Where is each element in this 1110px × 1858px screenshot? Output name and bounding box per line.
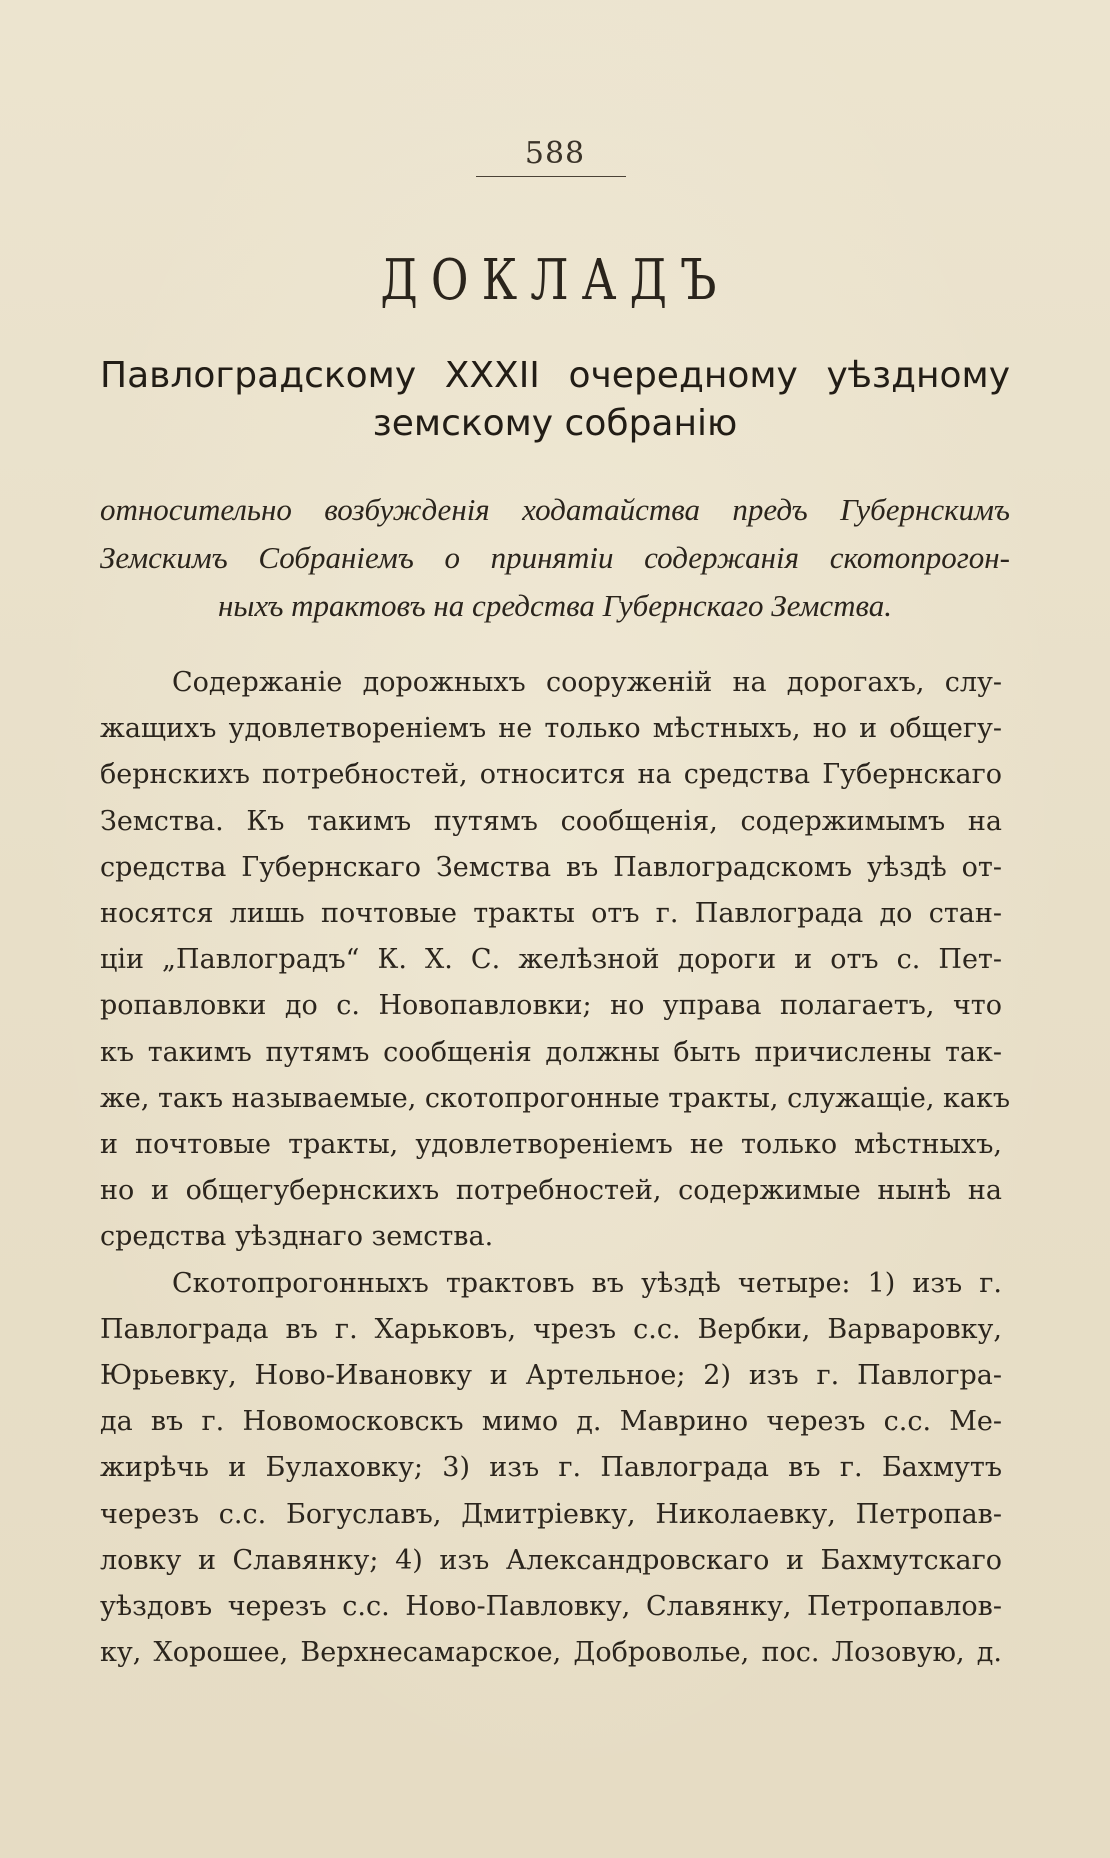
body-line: Земства. Къ такимъ путямъ сообщенія, содержимымъ на xyxy=(100,805,1002,837)
topic-line: ныхъ трактовъ на средства Губернскаго Земства. xyxy=(217,588,893,623)
body-line: жащихъ удовлетвореніемъ не только мѣстныхъ, но и общегу- xyxy=(100,713,1002,745)
body-line: ловку и Славянку; 4) изъ Александровскаго и Бахмутскаго xyxy=(100,1544,1002,1576)
body-text xyxy=(100,660,1011,1676)
body-line: носятся лишь почтовые тракты отъ г. Павлограда до стан- xyxy=(100,898,1002,930)
document-subtitle xyxy=(100,352,1010,448)
body-line: Скотопрогонныхъ трактовъ въ уѣздѣ четыре: 1) изъ г. xyxy=(172,1267,1002,1299)
body-line: жирѣчь и Булаховку; 3) изъ г. Павлограда въ г. Бахмутъ xyxy=(100,1452,1002,1484)
body-line: бернскихъ потребностей, относится на средства Губернскаго xyxy=(100,759,1002,791)
document-title: ДОКЛАДЪ xyxy=(380,248,730,313)
subtitle-line: земскому собранію xyxy=(372,403,738,444)
body-line: къ такимъ путямъ сообщенія должны быть причислены так- xyxy=(100,1036,1002,1068)
page-number-rule xyxy=(476,176,626,177)
body-line: Павлограда въ г. Харьковъ, чрезъ с.с. Вербки, Варваровку, xyxy=(100,1313,1002,1345)
body-line: средства Губернскаго Земства въ Павлоградскомъ уѣздѣ от- xyxy=(100,851,1002,883)
body-line: уѣздовъ черезъ с.с. Ново-Павловку, Славянку, Петропавлов- xyxy=(100,1591,1002,1623)
topic-line: Земскимъ Собраніемъ о принятіи содержанія скотопрогон- xyxy=(100,540,1010,575)
body-line: же, такъ называемые, скотопрогонные тракты, служащіе, какъ xyxy=(100,1082,1011,1114)
body-line: черезъ с.с. Богуславъ, Дмитріевку, Николаевку, Петропав- xyxy=(100,1498,1002,1530)
body-line: ціи „Павлоградъ“ К. Х. С. желѣзной дороги и отъ с. Пет- xyxy=(100,944,1002,976)
body-line: да въ г. Новомосковскъ мимо д. Маврино черезъ с.с. Ме- xyxy=(100,1406,1002,1438)
body-line: Юрьевку, Ново-Ивановку и Артельное; 2) изъ г. Павлогра- xyxy=(100,1360,1002,1392)
document-topic xyxy=(100,486,1010,630)
body-line: ку, Хорошее, Верхнесамарское, Доброволье, пос. Лозовую, д. xyxy=(100,1637,1002,1669)
topic-line: относительно возбужденія ходатайства предъ Губернскимъ xyxy=(100,492,1010,527)
body-line: но и общегубернскихъ потребностей, содержимые нынѣ на xyxy=(100,1175,1002,1207)
subtitle-line: Павлоградскому XXXII очередному уѣздному xyxy=(100,355,1010,396)
page-number: 588 xyxy=(524,136,586,171)
body-line: ропавловки до с. Новопавловки; но управа полагаетъ, что xyxy=(100,990,1002,1022)
body-line: Содержаніе дорожныхъ сооруженій на дорогахъ, слу- xyxy=(172,667,1002,698)
body-line: и почтовые тракты, удовлетвореніемъ не только мѣстныхъ, xyxy=(100,1129,1002,1161)
body-line: средства уѣзднаго земства. xyxy=(100,1221,494,1253)
